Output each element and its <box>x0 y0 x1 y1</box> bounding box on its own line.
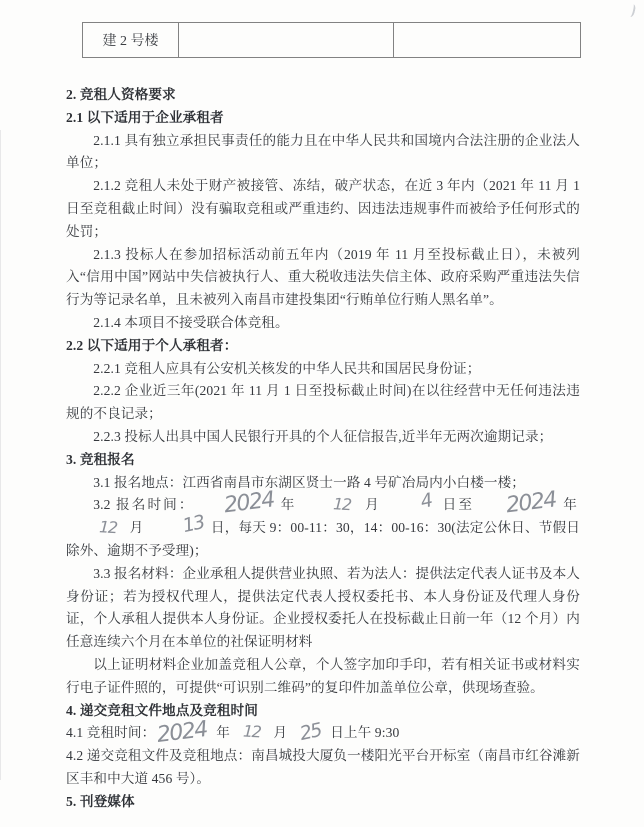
clause-2-1-3: 2.1.3 投标人在参加招标活动前五年内（2019 年 11 月至投标截止日），未被列入“信用中国”网站中失信被执行人、重大税收违法失信主体、政府采购严重违法失信行为等记录名单，且未被列入南昌市建投集团“行贿单位行贿人黑名单”。 <box>66 246 580 308</box>
cell-building-label: 建 2 号楼 <box>83 23 179 58</box>
clause-2-1-1: 2.1.1 具有独立承担民事责任的能力且在中华人民共和国境内合法注册的企业法人单位； <box>66 132 580 171</box>
to-label: 日至 <box>440 497 475 513</box>
handwritten-end-month: 12 <box>98 517 118 538</box>
clause-4-2: 4.2 递交竞租文件及竞租地点：南昌城投大厦负一楼阳光平台开标室（南昌市红谷滩新区丰和中大道 456 号）。 <box>66 748 580 786</box>
handwritten-start-month: 12 <box>332 494 351 515</box>
handwritten-bid-day: 25 <box>297 719 324 746</box>
section-3-heading: 3. 竞租报名 <box>66 451 135 467</box>
building-table <box>82 22 581 58</box>
document-body <box>66 84 580 814</box>
clause-3-3-note: 以上证明材料企业加盖竞租人公章，个人签字加印手印，若有相关证书或材料实行电子证件照的，可提供“可识别二维码”的复印件加盖单位公章，供现场查验。 <box>66 656 580 695</box>
section-4-heading: 4. 递交竞租文件地点及竞租时间 <box>66 702 258 718</box>
cell-empty-1 <box>179 23 394 58</box>
month-label: 月 <box>273 725 288 741</box>
clause-2-2-2: 2.2.2 企业近三年(2021 年 11 月 1 日至投标截止时间)在以往经营中无任何违法违规的不良记录； <box>66 383 580 422</box>
year-label: 年 <box>216 725 230 741</box>
clause-4-1-prefix: 4.1 竞租时间： <box>66 725 156 741</box>
table-row <box>83 23 581 58</box>
month-label: 月 <box>363 497 381 513</box>
handwritten-start-year: 2024 <box>222 487 275 519</box>
handwritten-end-year: 2024 <box>504 487 558 519</box>
clause-2-1-4: 2.1.4 本项目不接受联合体竞租。 <box>93 314 289 330</box>
clause-3-1: 3.1 报名地点：江西省南昌市东湖区贤士一路 4 号矿冶局内小白楼一楼； <box>93 474 525 490</box>
clause-3-3: 3.3 报名材料：企业承租人提供营业执照、若为法人：提供法定代表人证书及本人身份证；若为授权代理人，提供法定代表人授权委托书、本人身份证及代理人身份证，个人承租人提供本人身份证。企业授权委托人在投标截止日前一年（12 个月）内任意连续六个月在本单位的社保证明材料 <box>66 565 580 650</box>
handwritten-start-day: 4 <box>418 489 434 514</box>
scan-edge-artifact <box>0 130 1 780</box>
section-5-heading: 5. 刊登媒体 <box>66 793 135 809</box>
clause-3-2-prefix: 3.2 报名时间： <box>93 497 195 513</box>
month-label-2: 月 <box>129 520 144 536</box>
clause-2-2-1: 2.2.1 竞租人应具有公安机关核发的中华人民共和国居民身份证； <box>93 360 481 376</box>
year-label: 年 <box>278 497 297 513</box>
clause-2-1-2: 2.1.2 竞租人未处于财产被接管、冻结，破产状态，在近 3 年内（2021 年 11 月 1 日至竞租截止时间）没有骗取竞租或严重违约、因违法违规事件而被给予任何形式的处罚； <box>66 178 580 239</box>
clause-2-2-3: 2.2.3 投标人出具中国人民银行开具的个人征信报告,近半年无两次逾期记录； <box>93 428 553 444</box>
cell-empty-2 <box>394 23 581 58</box>
clause-3-2-suffix: 日，每天 9：00-11：30，14：00-16：30(法定公休日、节假日除外、逾期不予受理)； <box>66 520 580 558</box>
clause-2-1-heading: 2.1 以下适用于企业承租者 <box>66 109 224 125</box>
clause-4-1 <box>66 717 580 749</box>
clause-2-2-heading: 2.2 以下适用于个人承租者： <box>66 337 238 353</box>
handwritten-end-day: 13 <box>181 511 207 538</box>
clause-4-1-suffix: 日上午 9:30 <box>330 725 400 741</box>
handwritten-bid-year: 2024 <box>155 717 209 749</box>
section-2-heading: 2. 竞租人资格要求 <box>66 87 176 102</box>
clause-3-2 <box>66 487 580 562</box>
handwritten-bid-month: 12 <box>242 721 261 742</box>
pen-mark-artifact <box>627 3 637 17</box>
year-label-2: 年 <box>561 497 577 513</box>
